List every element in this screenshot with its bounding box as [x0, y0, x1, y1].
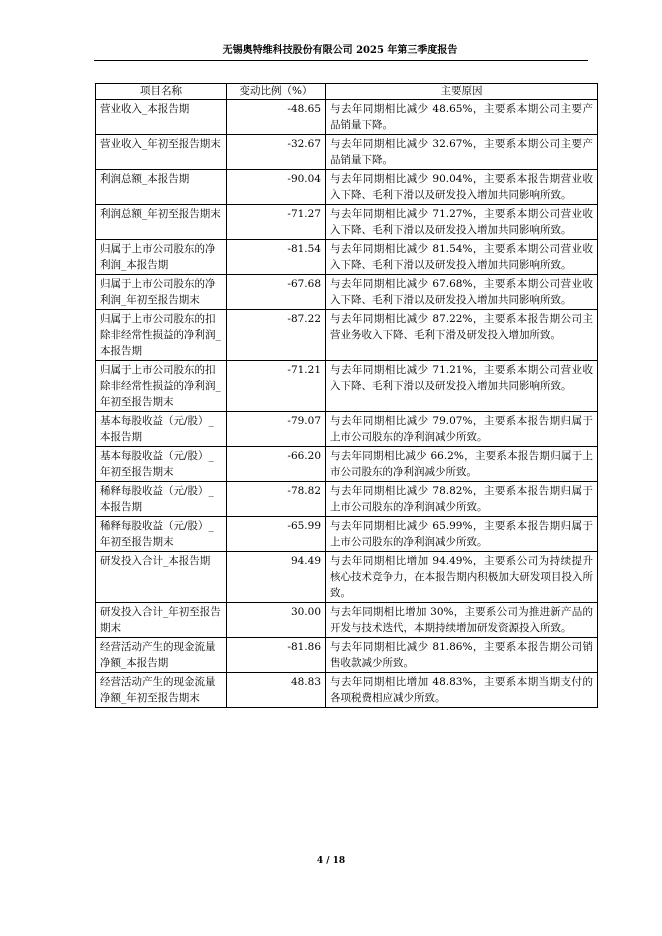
change-ratio-cell: -90.04: [227, 170, 326, 205]
reason-cell: 与去年同期相比减少 65.99%，主要系本报告期归属于上市公司股东的净利润减少所致。: [326, 517, 598, 552]
table-row: [96, 638, 598, 673]
change-ratio-cell: -81.86: [227, 638, 326, 673]
reason-cell: 与去年同期相比增加 48.83%，主要系本期当期支付的各项税费相应减少所致。: [326, 673, 598, 708]
change-ratio-cell: -71.27: [227, 205, 326, 240]
table-row: [96, 310, 598, 361]
item-name-cell: 归属于上市公司股东的净利润_本报告期: [96, 240, 227, 275]
item-name-cell: 归属于上市公司股东的扣除非经常性损益的净利润_本报告期: [96, 310, 227, 361]
item-name-cell: 经营活动产生的现金流量净额_年初至报告期末: [96, 673, 227, 708]
item-name-cell: 归属于上市公司股东的扣除非经常性损益的净利润_年初至报告期末: [96, 361, 227, 412]
item-name-cell: 基本每股收益（元/股）_年初至报告期末: [96, 447, 227, 482]
table-row: [96, 517, 598, 552]
table-row: [96, 100, 598, 135]
table-row: [96, 482, 598, 517]
reason-cell: 与去年同期相比减少 87.22%，主要系本报告期公司主营业务收入下降、毛利下滑及研发投入增加所致。: [326, 310, 598, 361]
change-ratio-cell: -48.65: [227, 100, 326, 135]
item-name-cell: 经营活动产生的现金流量净额_本报告期: [96, 638, 227, 673]
reason-cell: 与去年同期相比增加 94.49%，主要系公司为持续提升核心技术竞争力，在本报告期内积极加大研发项目投入所致。: [326, 552, 598, 603]
change-ratio-cell: -66.20: [227, 447, 326, 482]
page-header: 无锡奥特维科技股份有限公司 2025 年第三季度报告: [222, 45, 458, 56]
change-ratio-cell: -71.21: [227, 361, 326, 412]
reason-cell: 与去年同期相比减少 71.27%，主要系本期公司营业收入下降、毛利下滑以及研发投入增加共同影响所致。: [326, 205, 598, 240]
reason-cell: 与去年同期相比减少 81.86%，主要系本报告期公司销售收款减少所致。: [326, 638, 598, 673]
item-name-cell: 稀释每股收益（元/股）_年初至报告期末: [96, 517, 227, 552]
item-name-cell: 稀释每股收益（元/股）_本报告期: [96, 482, 227, 517]
reason-cell: 与去年同期相比减少 81.54%，主要系本期公司营业收入下降、毛利下滑以及研发投入增加共同影响所致。: [326, 240, 598, 275]
change-ratio-cell: 30.00: [227, 603, 326, 638]
change-ratio-cell: 48.83: [227, 673, 326, 708]
change-ratio-cell: -81.54: [227, 240, 326, 275]
table-row: [96, 673, 598, 708]
table-row: [96, 240, 598, 275]
item-name-cell: 归属于上市公司股东的净利润_年初至报告期末: [96, 275, 227, 310]
table-row: [96, 603, 598, 638]
reason-cell: 与去年同期相比减少 79.07%，主要系本报告期归属于上市公司股东的净利润减少所致。: [326, 412, 598, 447]
change-ratio-cell: 94.49: [227, 552, 326, 603]
change-ratio-cell: -78.82: [227, 482, 326, 517]
reason-cell: 与去年同期相比减少 71.21%，主要系本期公司营业收入下降、毛利下滑以及研发投入增加共同影响所致。: [326, 361, 598, 412]
reason-cell: 与去年同期相比增加 30%，主要系公司为推进新产品的开发与技术迭代，本期持续增加研发资源投入所致。: [326, 603, 598, 638]
item-name-cell: 研发投入合计_本报告期: [96, 552, 227, 603]
change-ratio-cell: -67.68: [227, 275, 326, 310]
page-number: 4 / 18: [316, 856, 346, 866]
change-ratio-cell: -79.07: [227, 412, 326, 447]
reason-cell: 与去年同期相比减少 32.67%，主要系本期公司主要产品销量下降。: [326, 135, 598, 170]
table-row: [96, 552, 598, 603]
table-header-row: [96, 84, 598, 100]
column-header-reason: 主要原因: [326, 84, 598, 100]
item-name-cell: 营业收入_本报告期: [96, 100, 227, 135]
change-ratio-cell: -65.99: [227, 517, 326, 552]
table-row: [96, 170, 598, 205]
table-row: [96, 447, 598, 482]
reason-cell: 与去年同期相比减少 90.04%，主要系本报告期营业收入下降、毛利下滑以及研发投入增加共同影响所致。: [326, 170, 598, 205]
table-row: [96, 135, 598, 170]
column-header-item: 项目名称: [96, 84, 227, 100]
item-name-cell: 研发投入合计_年初至报告期末: [96, 603, 227, 638]
table-row: [96, 361, 598, 412]
item-name-cell: 利润总额_本报告期: [96, 170, 227, 205]
item-name-cell: 利润总额_年初至报告期末: [96, 205, 227, 240]
change-reason-table: [95, 83, 598, 708]
reason-cell: 与去年同期相比减少 67.68%，主要系本期公司营业收入下降、毛利下滑以及研发投入增加共同影响所致。: [326, 275, 598, 310]
item-name-cell: 营业收入_年初至报告期末: [96, 135, 227, 170]
reason-cell: 与去年同期相比减少 66.2%，主要系本报告期归属于上市公司股东的净利润减少所致。: [326, 447, 598, 482]
item-name-cell: 基本每股收益（元/股）_本报告期: [96, 412, 227, 447]
header-divider: [94, 60, 588, 61]
table-row: [96, 412, 598, 447]
table-row: [96, 275, 598, 310]
column-header-change: 变动比例（%）: [227, 84, 326, 100]
reason-cell: 与去年同期相比减少 78.82%，主要系本报告期归属于上市公司股东的净利润减少所致。: [326, 482, 598, 517]
change-ratio-cell: -32.67: [227, 135, 326, 170]
table-row: [96, 205, 598, 240]
change-ratio-cell: -87.22: [227, 310, 326, 361]
reason-cell: 与去年同期相比减少 48.65%，主要系本期公司主要产品销量下降。: [326, 100, 598, 135]
